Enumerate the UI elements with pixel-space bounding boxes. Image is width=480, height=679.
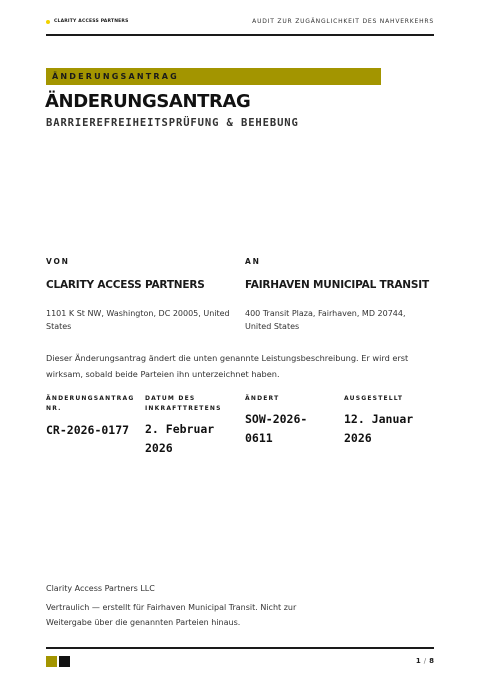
brand-name: CLARITY ACCESS PARTNERS bbox=[54, 19, 129, 24]
meta-value: CR-2026-0177 bbox=[46, 423, 130, 437]
meta-effective-date bbox=[145, 394, 235, 455]
meta-label: AUSGESTELLT bbox=[344, 395, 404, 402]
page-indicator bbox=[416, 657, 434, 665]
current-page: 1 bbox=[415, 657, 421, 665]
meta-value: SOW-2026-0611 bbox=[245, 412, 308, 445]
footer-divider bbox=[46, 647, 434, 649]
footer-confidentiality-note: Vertraulich — erstellt für Fairhaven Municipal Transit. Nicht zur Weitergabe über die genannten Parteien hinaus. bbox=[46, 603, 297, 627]
meta-value: 2. Februar 2026 bbox=[145, 422, 215, 455]
meta-label: ÄNDERT bbox=[245, 395, 280, 402]
brand-logo-icon bbox=[46, 20, 50, 24]
party-to bbox=[245, 257, 430, 331]
brand bbox=[46, 19, 129, 24]
page-header bbox=[46, 14, 434, 36]
meta-amends bbox=[245, 394, 335, 445]
meta-value: 12. Januar 2026 bbox=[344, 412, 414, 445]
party-from-label: VON bbox=[46, 257, 70, 266]
meta-change-request-number bbox=[46, 394, 136, 437]
party-from-address: 1101 K St NW, Washington, DC 20005, United States bbox=[46, 309, 230, 331]
meta-issued bbox=[344, 394, 434, 445]
dark-square-icon bbox=[59, 656, 70, 667]
party-from bbox=[46, 257, 231, 331]
party-from-name: CLARITY ACCESS PARTNERS bbox=[46, 279, 205, 291]
party-to-label: AN bbox=[245, 257, 261, 266]
footer-company: Clarity Access Partners LLC bbox=[46, 584, 155, 593]
meta-label: DATUM DES INKRAFTTRETENS bbox=[145, 395, 222, 412]
document-label: AUDIT ZUR ZUGÄNGLICHKEIT DES NAHVERKEHRS bbox=[252, 18, 434, 25]
total-pages: 8 bbox=[429, 657, 434, 665]
page-separator: / bbox=[423, 657, 427, 665]
meta-label: ÄNDERUNGSANTRAG NR. bbox=[46, 395, 135, 412]
page-title: ÄNDERUNGSANTRAG bbox=[45, 91, 251, 112]
accent-square-icon bbox=[46, 656, 57, 667]
section-tag-label: ÄNDERUNGSANTRAG bbox=[52, 72, 179, 81]
intro-text: Dieser Änderungsantrag ändert die unten genannte Leistungsbeschreibung. Er wird erst wirksam, sobald beide Parteien ihn unterzeichnet haben. bbox=[46, 353, 409, 379]
party-to-address: 400 Transit Plaza, Fairhaven, MD 20744, United States bbox=[245, 309, 406, 331]
page-subtitle: BARRIEREFREIHEITSPRÜFUNG & BEHEBUNG bbox=[46, 117, 299, 129]
party-to-name: FAIRHAVEN MUNICIPAL TRANSIT bbox=[245, 279, 429, 291]
section-tag bbox=[46, 68, 381, 85]
